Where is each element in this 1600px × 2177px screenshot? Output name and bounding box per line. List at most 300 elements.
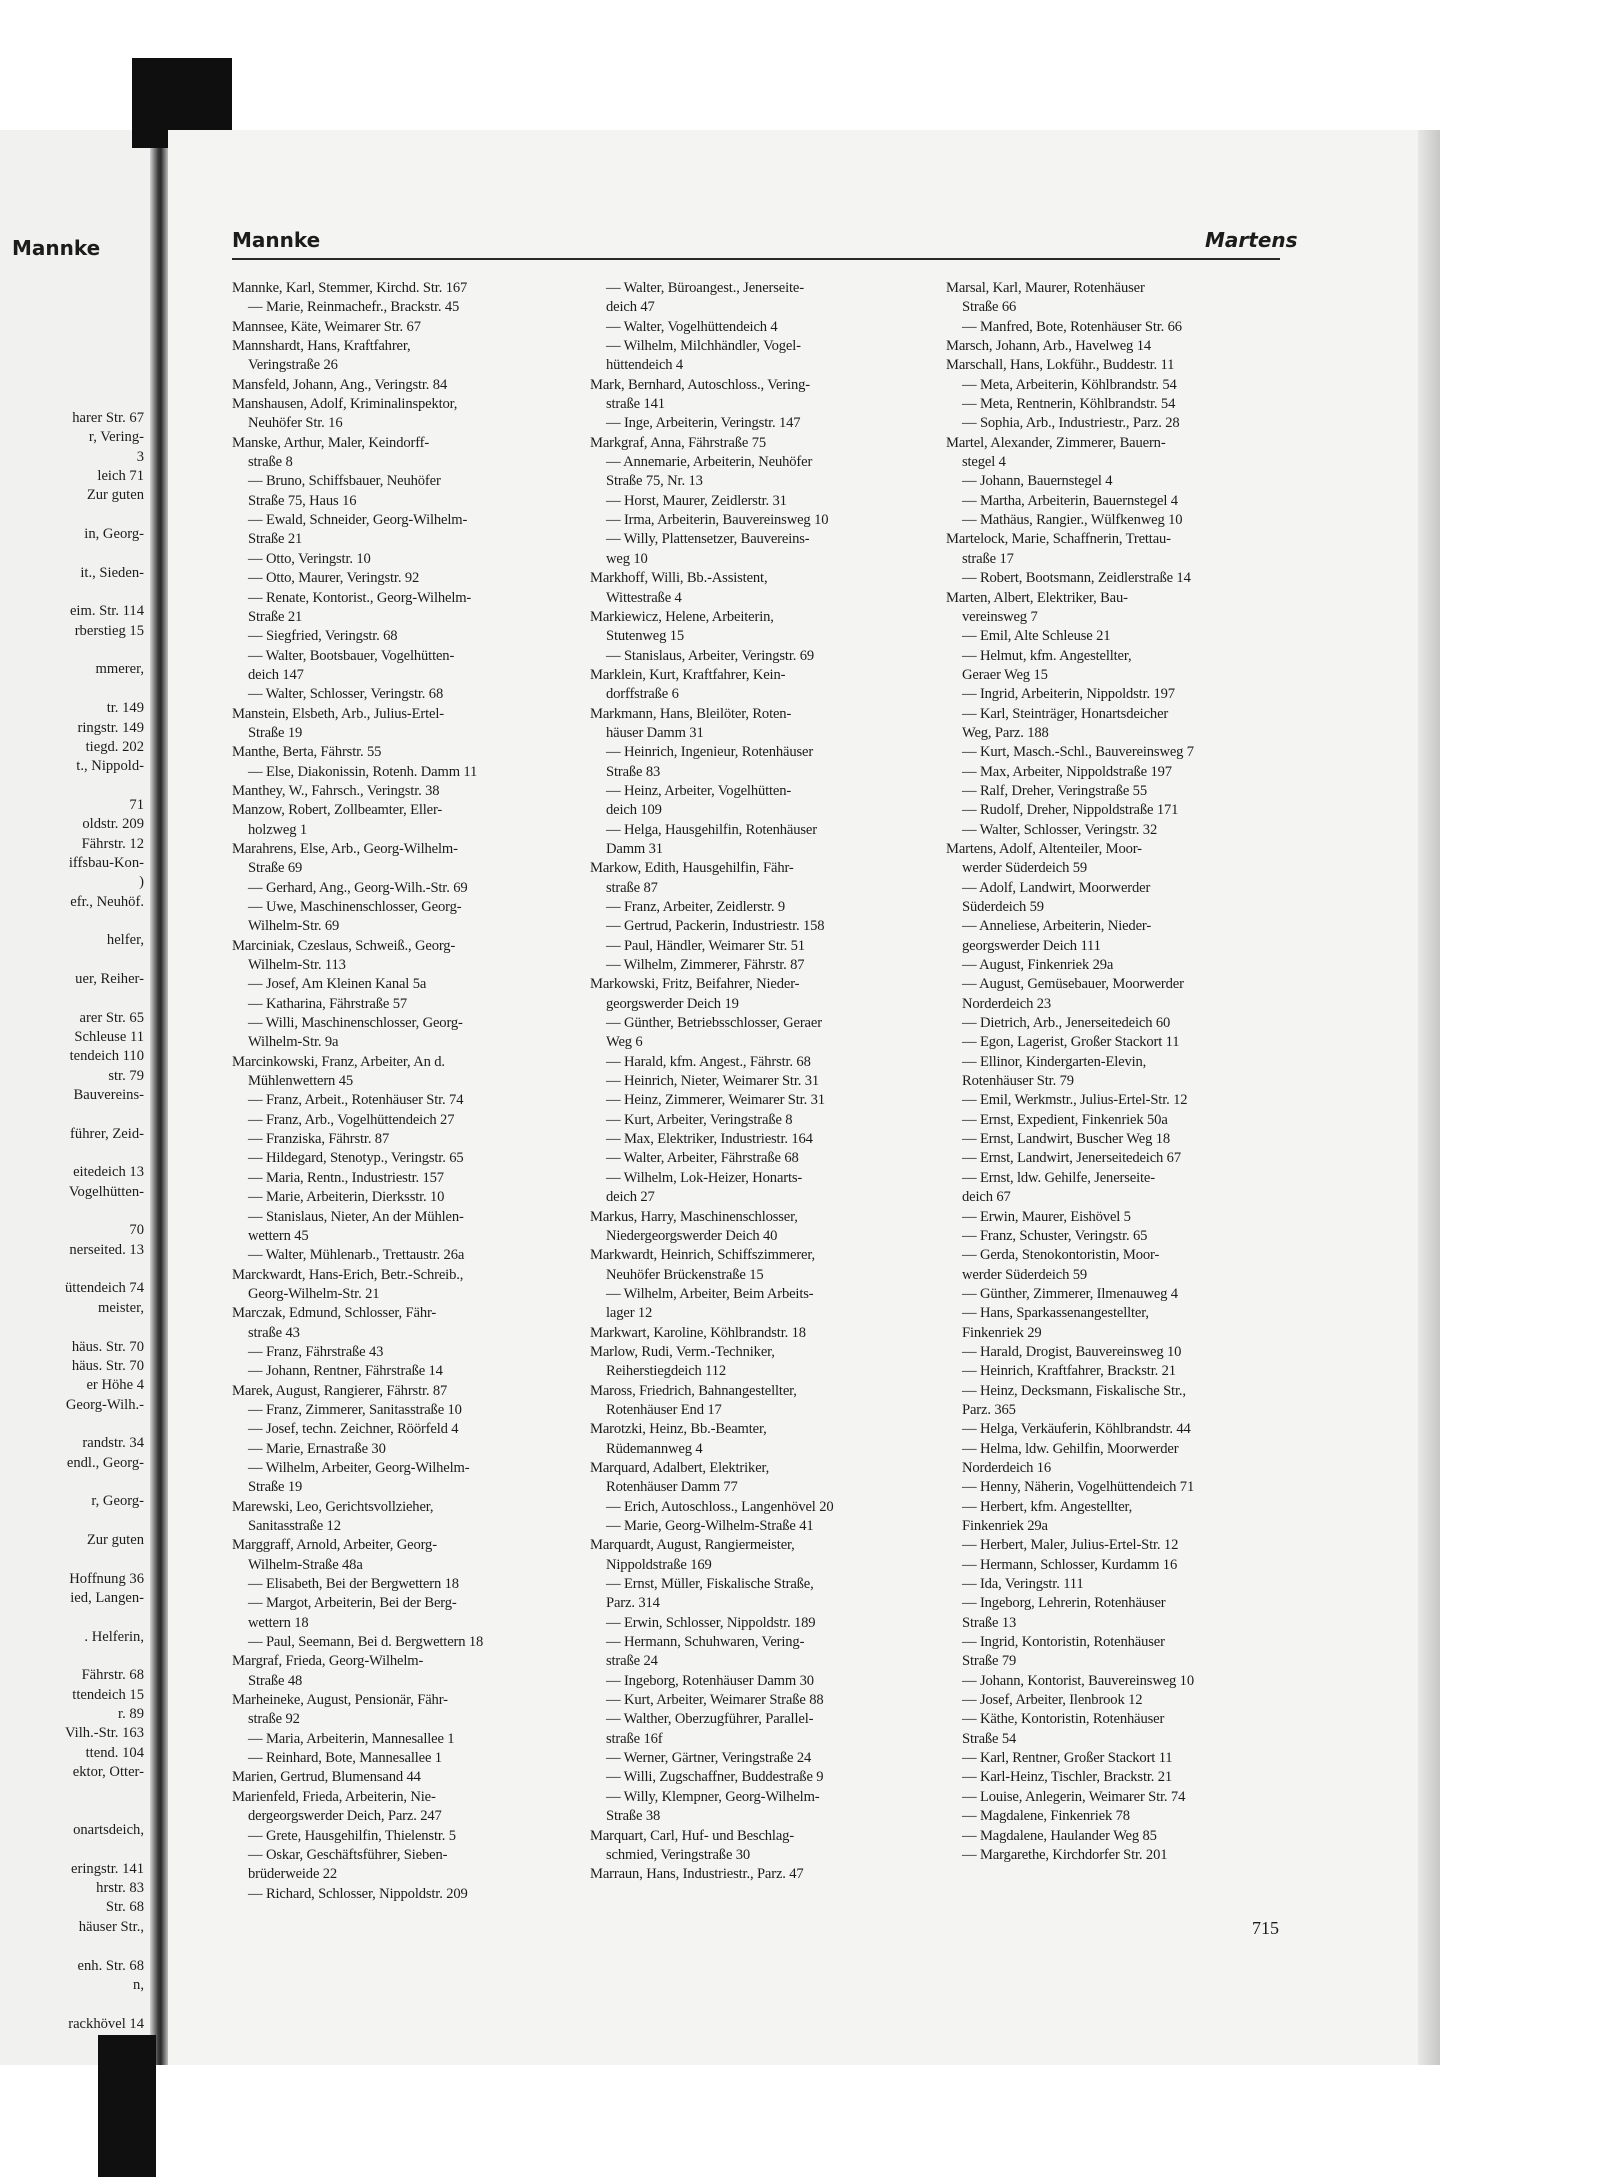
left-page-fragment: führer, Zeid-	[70, 1125, 144, 1142]
directory-entry-line: Straße 38	[606, 1808, 661, 1825]
directory-entry-line: — Manfred, Bote, Rotenhäuser Str. 66	[962, 318, 1182, 335]
directory-entry-line: Marklein, Kurt, Kraftfahrer, Kein-	[590, 666, 786, 683]
directory-entry-line: — Marie, Ernastraße 30	[248, 1440, 386, 1457]
directory-entry-line: — Josef, Am Kleinen Kanal 5a	[248, 976, 427, 993]
directory-entry-line: Straße 79	[962, 1653, 1017, 1670]
left-page-fragment	[0, 680, 148, 699]
left-page-fragment	[0, 506, 148, 525]
left-page-fragment: onartsdeich,	[73, 1822, 144, 1839]
directory-entry-line: — Walter, Schlosser, Veringstr. 32	[962, 821, 1158, 838]
directory-entry-line: brüderweide 22	[248, 1866, 338, 1883]
directory-entry-line: Sanitasstraße 12	[248, 1518, 341, 1534]
left-page-fragment: helfer,	[106, 932, 144, 949]
directory-entry-line: — Max, Elektriker, Industriestr. 164	[606, 1131, 813, 1148]
directory-entry-line: — Elisabeth, Bei der Bergwettern 18	[248, 1576, 459, 1593]
directory-entry-line: Wilhelm-Straße 48a	[248, 1556, 363, 1573]
directory-entry-line: — Maria, Arbeiterin, Mannesallee 1	[248, 1730, 455, 1747]
directory-entry-line: — Heinrich, Nieter, Weimarer Str. 31	[606, 1073, 820, 1090]
directory-entry-line: — Ewald, Schneider, Georg-Wilhelm-	[248, 512, 468, 529]
left-page-fragment: ttend. 104	[85, 1744, 144, 1761]
directory-entry-line: — Günther, Betriebsschlosser, Geraer	[606, 1015, 822, 1032]
left-page-fragment	[0, 1802, 148, 1821]
directory-entry-line: — Hans, Sparkassenangestellter,	[962, 1305, 1149, 1322]
left-page-fragment: hrstr. 83	[96, 1880, 144, 1897]
left-page-fragment: Zur guten	[86, 1531, 144, 1548]
left-page-guide-word: Mannke	[12, 236, 101, 260]
left-page-fragment: harer Str. 67	[72, 410, 144, 426]
left-page-fragment: meister,	[97, 1299, 144, 1316]
left-page-fragment: 71	[129, 796, 144, 813]
directory-entry-line: — Franz, Fährstraße 43	[248, 1343, 384, 1360]
directory-entry-line: — Anneliese, Arbeiterin, Nieder-	[962, 918, 1152, 935]
directory-entry-line: — Heinrich, Kraftfahrer, Brackstr. 21	[962, 1363, 1176, 1380]
directory-entry-line: — August, Gemüsebauer, Moorwerder	[962, 976, 1184, 993]
directory-entry-line: — Else, Diakonissin, Rotenh. Damm 11	[248, 763, 478, 780]
directory-entry-line: werder Süderdeich 59	[962, 860, 1088, 877]
left-page-fragment: eim. Str. 114	[69, 603, 144, 620]
directory-entry-line: — Karl, Steinträger, Honartsdeicher	[962, 705, 1169, 722]
directory-entry-line: — Ingrid, Arbeiterin, Nippoldstr. 197	[962, 686, 1175, 703]
directory-entry-line: straße 43	[248, 1324, 300, 1341]
directory-entry-line: — Rudolf, Dreher, Nippoldstraße 171	[962, 802, 1179, 819]
directory-entry-line: — Max, Arbeiter, Nippoldstraße 197	[962, 763, 1172, 780]
directory-entry-line: straße 87	[606, 879, 658, 896]
directory-entry-line: Straße 21	[248, 608, 303, 625]
directory-entry-line: Margraf, Frieda, Georg-Wilhelm-	[232, 1653, 424, 1670]
left-page-fragment	[0, 912, 148, 931]
directory-entry-line: — Walter, Schlosser, Veringstr. 68	[248, 686, 444, 703]
left-page-fragment: uer, Reiher-	[75, 970, 144, 987]
directory-entry-line: — Richard, Schlosser, Nippoldstr. 209	[248, 1885, 468, 1902]
directory-entry-line: — Margot, Arbeiterin, Bei der Berg-	[248, 1595, 457, 1612]
left-page-fragment: ttendeich 15	[72, 1686, 144, 1703]
directory-entry-line: — Franziska, Fährstr. 87	[248, 1131, 390, 1148]
left-page-fragment: str. 79	[108, 1067, 144, 1084]
left-page-fragment: ektor, Otter-	[72, 1764, 144, 1781]
directory-entry-line: — Gertrud, Packerin, Industriestr. 158	[606, 918, 825, 935]
directory-entry-line: schmied, Veringstraße 30	[606, 1846, 751, 1863]
directory-entry-line: — Dietrich, Arb., Jenerseitedeich 60	[962, 1015, 1171, 1032]
directory-entry-line: Geraer Weg 15	[962, 666, 1048, 683]
directory-entry-line: Straße 48	[248, 1672, 303, 1689]
left-page-fragment: ringstr. 149	[77, 719, 144, 736]
directory-entry-line: — Heinz, Decksmann, Fiskalische Str.,	[962, 1382, 1186, 1399]
directory-entry-line: deich 147	[248, 666, 304, 683]
directory-entry-line: Neuhöfer Str. 16	[248, 415, 343, 432]
directory-entry-line: straße 24	[606, 1653, 658, 1670]
left-page-fragment: Vilh.-Str. 163	[65, 1725, 144, 1742]
left-page-fragment	[0, 1260, 148, 1279]
directory-entry-line: straße 141	[606, 396, 665, 413]
left-page-fragment: rackhövel 14	[68, 2015, 144, 2032]
directory-entry-line: Marewski, Leo, Gerichtsvollzieher,	[232, 1498, 434, 1515]
directory-entry-line: deich 47	[606, 299, 655, 316]
directory-entry-line: — Kurt, Arbeiter, Veringstraße 8	[606, 1111, 793, 1128]
directory-entry-line: Marienfeld, Frieda, Arbeiterin, Nie-	[232, 1788, 436, 1805]
directory-entry-line: Marsch, Johann, Arb., Havelweg 14	[946, 338, 1151, 355]
directory-entry-line: — Walter, Arbeiter, Fährstraße 68	[606, 1150, 799, 1167]
directory-entry-line: — Hildegard, Stenotyp., Veringstr. 65	[248, 1150, 464, 1167]
directory-entry-line: Markmann, Hans, Bleilöter, Roten-	[590, 705, 792, 722]
directory-entry-line: stegel 4	[962, 454, 1006, 471]
left-page-fragment: Fährstr. 68	[81, 1667, 144, 1684]
directory-entry-line: Mansfeld, Johann, Ang., Veringstr. 84	[232, 376, 448, 393]
left-page-fragment: häus. Str. 70	[71, 1338, 144, 1355]
left-page-fragment: iffsbau-Kon-	[68, 854, 144, 871]
directory-entry-line: — Emil, Alte Schleuse 21	[962, 628, 1111, 645]
directory-entry-line: vereinsweg 7	[962, 608, 1038, 625]
directory-entry-line: Parz. 365	[962, 1401, 1016, 1418]
directory-entry-line: Rotenhäuser Damm 77	[606, 1479, 738, 1496]
directory-entry-line: Finkenriek 29	[962, 1324, 1042, 1341]
directory-entry-line: dergeorgswerder Deich, Parz. 247	[248, 1808, 442, 1825]
directory-entry-line: Marheineke, August, Pensionär, Fähr-	[232, 1692, 448, 1709]
book-spine	[150, 130, 168, 2065]
directory-entry-line: — Grete, Hausgehilfin, Thielenstr. 5	[248, 1827, 456, 1844]
left-page-fragment	[0, 989, 148, 1008]
left-page-fragment	[0, 1105, 148, 1124]
directory-entry-line: Marckwardt, Hans-Erich, Betr.-Schreib.,	[232, 1266, 464, 1283]
left-page-fragment	[0, 951, 148, 970]
directory-entry-line: Marotzki, Heinz, Bb.-Beamter,	[590, 1421, 767, 1438]
directory-entry-line: — Otto, Maurer, Veringstr. 92	[248, 570, 420, 587]
directory-entry-line: — Magdalene, Finkenriek 78	[962, 1808, 1130, 1825]
directory-entry-line: Marahrens, Else, Arb., Georg-Wilhelm-	[232, 840, 458, 857]
left-page-fragment	[0, 1202, 148, 1221]
directory-entry-line: Straße 21	[248, 531, 303, 548]
directory-entry-line: Marek, August, Rangierer, Fährstr. 87	[232, 1382, 448, 1399]
directory-entry-line: — Helga, Verkäuferin, Köhlbrandstr. 44	[962, 1421, 1191, 1438]
left-page-fragment	[0, 544, 148, 563]
directory-entry-line: — Stanislaus, Arbeiter, Veringstr. 69	[606, 647, 815, 664]
directory-entry-line: Marschall, Hans, Lokführ., Buddestr. 11	[946, 357, 1175, 374]
directory-entry-line: — Walter, Büroangest., Jenerseite-	[606, 280, 804, 296]
directory-entry-line: — Helga, Hausgehilfin, Rotenhäuser	[606, 821, 817, 838]
left-page-fragment: enh. Str. 68	[77, 1957, 144, 1974]
directory-entry-line: — Sophia, Arb., Industriestr., Parz. 28	[962, 415, 1180, 432]
directory-entry-line: Wilhelm-Str. 69	[248, 918, 340, 935]
directory-entry-line: lager 12	[606, 1305, 653, 1322]
directory-entry-line: — Willi, Zugschaffner, Buddestraße 9	[606, 1769, 824, 1786]
left-page-fragment: häuser Str.,	[78, 1918, 144, 1935]
directory-entry-line: Straße 54	[962, 1730, 1017, 1747]
directory-entry-line: Markhoff, Willi, Bb.-Assistent,	[590, 570, 768, 587]
directory-column-1	[232, 279, 572, 1904]
directory-entry-line: — Ernst, Landwirt, Jenerseitedeich 67	[962, 1150, 1181, 1167]
left-page-fragment: 70	[129, 1222, 144, 1239]
directory-entry-line: — Adolf, Landwirt, Moorwerder	[962, 879, 1151, 896]
directory-entry-line: Marquardt, August, Rangiermeister,	[590, 1537, 795, 1554]
directory-entry-line: — Erich, Autoschloss., Langenhövel 20	[606, 1498, 834, 1515]
directory-entry-line: — Ingeborg, Rotenhäuser Damm 30	[606, 1672, 814, 1689]
directory-entry-line: — Heinz, Zimmerer, Weimarer Str. 31	[606, 1092, 825, 1109]
left-page-fragment	[0, 1318, 148, 1337]
directory-entry-line: — Ida, Veringstr. 111	[962, 1576, 1084, 1593]
directory-entry-line: — Maria, Rentn., Industriestr. 157	[248, 1169, 444, 1186]
directory-entry-line: — Louise, Anlegerin, Weimarer Str. 74	[962, 1788, 1186, 1805]
directory-entry-line: — Mathäus, Rangier., Wülfkenweg 10	[962, 512, 1183, 529]
directory-entry-line: — Josef, techn. Zeichner, Röörfeld 4	[248, 1421, 459, 1438]
directory-entry-line: — Gerhard, Ang., Georg-Wilh.-Str. 69	[248, 879, 468, 896]
directory-entry-line: — Käthe, Kontoristin, Rotenhäuser	[962, 1711, 1165, 1728]
left-page-fragment	[0, 1473, 148, 1492]
directory-column-2	[590, 279, 930, 1885]
left-page-fragment: nerseited. 13	[69, 1241, 144, 1258]
directory-entry-line: Stutenweg 15	[606, 628, 685, 645]
directory-entry-line: — Herbert, kfm. Angestellter,	[962, 1498, 1133, 1515]
directory-entry-line: deich 67	[962, 1189, 1011, 1206]
directory-entry-line: — Uwe, Maschinenschlosser, Georg-	[248, 899, 462, 915]
directory-entry-line: Finkenriek 29a	[962, 1518, 1048, 1534]
directory-entry-line: Straße 83	[606, 763, 661, 780]
directory-entry-line: — Meta, Arbeiterin, Köhlbrandstr. 54	[962, 376, 1177, 393]
directory-entry-line: Mark, Bernhard, Autoschloss., Vering-	[590, 376, 810, 393]
directory-entry-line: — Ingeborg, Lehrerin, Rotenhäuser	[962, 1595, 1166, 1612]
header-rule	[232, 258, 1280, 260]
spine-bottom-shadow	[98, 2035, 156, 2177]
directory-entry-line: Marciniak, Czeslaus, Schweiß., Georg-	[232, 937, 456, 954]
directory-entry-line: Straße 13	[962, 1614, 1017, 1631]
left-page-column	[0, 409, 148, 2034]
directory-entry-line: Mühlenwettern 45	[248, 1073, 354, 1090]
directory-entry-line: Straße 69	[248, 860, 303, 877]
directory-entry-line: Straße 66	[962, 299, 1017, 316]
directory-entry-line: Niedergeorgswerder Deich 40	[606, 1227, 778, 1244]
left-page-fragment: 3	[136, 448, 144, 465]
directory-entry-line: — Walter, Bootsbauer, Vogelhütten-	[248, 647, 455, 664]
directory-entry-line: — Ernst, ldw. Gehilfe, Jenerseite-	[962, 1169, 1155, 1186]
directory-entry-line: Süderdeich 59	[962, 899, 1044, 915]
directory-entry-line: — Heinrich, Ingenieur, Rotenhäuser	[606, 744, 814, 761]
directory-entry-line: werder Süderdeich 59	[962, 1266, 1088, 1283]
directory-entry-line: — Johann, Kontorist, Bauvereinsweg 10	[962, 1672, 1194, 1689]
directory-entry-line: — Katharina, Fährstraße 57	[248, 995, 408, 1012]
left-page-fragment: r, Vering-	[88, 429, 144, 446]
left-page-fragment: endl., Georg-	[66, 1454, 144, 1471]
left-page-fragment: er Höhe 4	[86, 1377, 144, 1394]
directory-entry-line: — Reinhard, Bote, Mannesallee 1	[248, 1750, 442, 1767]
directory-entry-line: Markowski, Fritz, Beifahrer, Nieder-	[590, 976, 800, 993]
directory-entry-line: — Marie, Georg-Wilhelm-Straße 41	[606, 1518, 814, 1534]
directory-entry-line: — Werner, Gärtner, Veringstraße 24	[606, 1750, 812, 1767]
directory-column-3	[946, 279, 1286, 1865]
directory-entry-line: deich 27	[606, 1189, 655, 1206]
left-page-fragment: arer Str. 65	[79, 1009, 144, 1026]
directory-entry-line: — Karl, Rentner, Großer Stackort 11	[962, 1750, 1173, 1767]
directory-entry-line: — Ernst, Müller, Fiskalische Straße,	[606, 1576, 814, 1593]
left-page-fragment: Georg-Wilh.-	[65, 1396, 144, 1413]
directory-entry-line: Wilhelm-Str. 113	[248, 957, 346, 974]
directory-entry-line: — Egon, Lagerist, Großer Stackort 11	[962, 1034, 1180, 1051]
directory-entry-line: — Franz, Arbeiter, Zeidlerstr. 9	[606, 899, 786, 915]
left-page-fragment: oldstr. 209	[82, 816, 144, 833]
directory-entry-line: Martens, Adolf, Altenteiler, Moor-	[946, 840, 1142, 857]
directory-entry-line: Norderdeich 16	[962, 1459, 1052, 1476]
left-page-fragment: leich 71	[97, 468, 144, 485]
directory-entry-line: — Horst, Maurer, Zeidlerstr. 31	[606, 492, 787, 509]
directory-entry-line: — Otto, Veringstr. 10	[248, 550, 371, 567]
directory-entry-line: — Marie, Arbeiterin, Dierksstr. 10	[248, 1189, 445, 1206]
directory-entry-line: hüttendeich 4	[606, 357, 684, 374]
left-page-fragment	[0, 583, 148, 602]
directory-entry-line: Nippoldstraße 169	[606, 1556, 712, 1573]
left-page-fragment: . Helferin,	[84, 1628, 144, 1645]
directory-entry-line: — Wilhelm, Zimmerer, Fährstr. 87	[606, 957, 805, 974]
directory-entry-line: Rotenhäuser Str. 79	[962, 1073, 1074, 1090]
directory-entry-line: — Franz, Arb., Vogelhüttendeich 27	[248, 1111, 455, 1128]
directory-entry-line: — Walther, Oberzugführer, Parallel-	[606, 1711, 814, 1728]
directory-entry-line: — Inge, Arbeiterin, Veringstr. 147	[606, 415, 801, 432]
directory-entry-line: — Helmut, kfm. Angestellter,	[962, 647, 1132, 664]
directory-entry-line: — Heinz, Arbeiter, Vogelhütten-	[606, 782, 792, 799]
directory-entry-line: — Walter, Vogelhüttendeich 4	[606, 318, 778, 335]
left-page-fragment	[0, 641, 148, 660]
directory-entry-line: — Henny, Näherin, Vogelhüttendeich 71	[962, 1479, 1195, 1496]
directory-entry-line: Weg, Parz. 188	[962, 724, 1049, 741]
left-page-fragment: it., Sieden-	[80, 564, 144, 581]
directory-entry-line: Veringstraße 26	[248, 357, 338, 374]
guide-word-left: Mannke	[232, 228, 321, 252]
left-page-fragment: Vogelhütten-	[68, 1183, 144, 1200]
directory-entry-line: Marien, Gertrud, Blumensand 44	[232, 1769, 421, 1786]
directory-entry-line: weg 10	[606, 550, 648, 567]
left-page-fragment	[0, 1144, 148, 1163]
directory-entry-line: Manthe, Berta, Fährstr. 55	[232, 744, 382, 761]
left-page-fragment: Schleuse 11	[74, 1029, 144, 1045]
directory-entry-line: — Ralf, Dreher, Veringstraße 55	[962, 782, 1147, 799]
directory-entry-line: straße 16f	[606, 1730, 663, 1747]
left-page-fragment: randstr. 34	[82, 1435, 144, 1452]
directory-entry-line: — Erwin, Maurer, Eishövel 5	[962, 1208, 1131, 1225]
left-page-fragment	[0, 1415, 148, 1434]
directory-entry-line: — Josef, Arbeiter, Ilenbrook 12	[962, 1692, 1143, 1709]
directory-entry-line: — Ernst, Expedient, Finkenriek 50a	[962, 1111, 1168, 1128]
directory-entry-line: Manshausen, Adolf, Kriminalinspektor,	[232, 396, 458, 413]
directory-entry-line: Markwardt, Heinrich, Schiffszimmerer,	[590, 1247, 815, 1264]
left-page-fragment: efr., Neuhöf.	[70, 893, 144, 910]
directory-entry-line: Manthey, W., Fahrsch., Veringstr. 38	[232, 782, 440, 799]
left-page-fragment: eringstr. 141	[71, 1860, 144, 1877]
directory-entry-line: georgswerder Deich 111	[962, 937, 1101, 954]
directory-entry-line: Markwart, Karoline, Köhlbrandstr. 18	[590, 1324, 806, 1341]
directory-entry-line: Mannshardt, Hans, Kraftfahrer,	[232, 338, 411, 355]
directory-entry-line: — Oskar, Geschäftsführer, Sieben-	[248, 1846, 448, 1863]
directory-entry-line: straße 8	[248, 454, 293, 471]
directory-entry-line: Martelock, Marie, Schaffnerin, Trettau-	[946, 531, 1171, 548]
directory-entry-line: — Annemarie, Arbeiterin, Neuhöfer	[606, 454, 813, 471]
directory-entry-line: Weg 6	[606, 1034, 643, 1051]
directory-entry-line: — Hermann, Schuhwaren, Vering-	[606, 1634, 805, 1651]
directory-entry-line: — Ellinor, Kindergarten-Elevin,	[962, 1053, 1147, 1070]
left-page-fragment	[0, 1608, 148, 1627]
directory-entry-line: — Robert, Bootsmann, Zeidlerstraße 14	[962, 570, 1191, 587]
directory-entry-line: wettern 45	[248, 1227, 309, 1244]
directory-entry-line: — Wilhelm, Milchhändler, Vogel-	[606, 338, 801, 355]
left-page-fragment: häus. Str. 70	[71, 1357, 144, 1374]
directory-entry-line: Rüdemannweg 4	[606, 1440, 703, 1457]
directory-entry-line: — Erwin, Schlosser, Nippoldstr. 189	[606, 1614, 816, 1631]
directory-entry-line: — Karl-Heinz, Tischler, Brackstr. 21	[962, 1769, 1173, 1786]
directory-entry-line: — Willy, Plattensetzer, Bauvereins-	[606, 531, 810, 548]
directory-entry-line: — Harald, kfm. Angest., Fährstr. 68	[606, 1053, 811, 1070]
directory-entry-line: Damm 31	[606, 840, 663, 857]
left-page-fragment: Str. 68	[105, 1899, 144, 1916]
left-page-fragment	[0, 1782, 148, 1801]
left-page-fragment: ied, Langen-	[70, 1589, 144, 1606]
directory-entry-line: — Stanislaus, Nieter, An der Mühlen-	[248, 1208, 464, 1225]
left-page-fragment	[0, 1550, 148, 1569]
directory-entry-line: Parz. 314	[606, 1595, 660, 1612]
left-page-fragment: tr. 149	[106, 700, 144, 717]
directory-entry-line: — Paul, Seemann, Bei d. Bergwettern 18	[248, 1634, 484, 1651]
directory-entry-line: — Gerda, Stenokontoristin, Moor-	[962, 1247, 1160, 1264]
page-number: 715	[1252, 1918, 1279, 1938]
left-page-fragment	[0, 1995, 148, 2014]
directory-entry-line: — Franz, Schuster, Veringstr. 65	[962, 1227, 1148, 1244]
directory-entry-line: Reiherstiegdeich 112	[606, 1363, 727, 1380]
directory-entry-line: Straße 75, Nr. 13	[606, 473, 703, 490]
directory-entry-line: Georg-Wilhelm-Str. 21	[248, 1285, 380, 1302]
directory-entry-line: — Kurt, Arbeiter, Weimarer Straße 88	[606, 1692, 824, 1709]
directory-entry-line: — August, Finkenriek 29a	[962, 957, 1114, 974]
directory-entry-line: Manzow, Robert, Zollbeamter, Eller-	[232, 802, 443, 819]
directory-entry-line: Markgraf, Anna, Fährstraße 75	[590, 434, 766, 451]
left-page-fragment: Bauvereins-	[73, 1087, 144, 1104]
directory-entry-line: — Franz, Arbeit., Rotenhäuser Str. 74	[248, 1092, 464, 1109]
guide-word-right: Martens	[1205, 228, 1298, 252]
directory-entry-line: Marraun, Hans, Industriestr., Parz. 47	[590, 1866, 804, 1883]
directory-entry-line: Marquart, Carl, Huf- und Beschlag-	[590, 1827, 795, 1844]
directory-entry-line: straße 17	[962, 550, 1014, 567]
directory-entry-line: — Marie, Reinmachefr., Brackstr. 45	[248, 299, 460, 316]
directory-entry-line: — Renate, Kontorist., Georg-Wilhelm-	[248, 589, 472, 606]
directory-entry-line: — Franz, Zimmerer, Sanitasstraße 10	[248, 1401, 462, 1418]
directory-entry-line: — Walter, Mühlenarb., Trettaustr. 26a	[248, 1247, 465, 1264]
directory-entry-line: Manske, Arthur, Maler, Keindorff-	[232, 434, 430, 451]
directory-entry-line: Marsal, Karl, Maurer, Rotenhäuser	[946, 280, 1145, 296]
directory-entry-line: Marczak, Edmund, Schlosser, Fähr-	[232, 1305, 437, 1322]
directory-entry-line: — Ernst, Landwirt, Buscher Weg 18	[962, 1131, 1171, 1148]
directory-entry-line: Rotenhäuser End 17	[606, 1401, 722, 1418]
left-page-fragment	[0, 1512, 148, 1531]
directory-entry-line: — Wilhelm, Lok-Heizer, Honarts-	[606, 1169, 803, 1186]
directory-entry-line: — Meta, Rentnerin, Köhlbrandstr. 54	[962, 396, 1176, 413]
page-edge-stack	[1418, 130, 1440, 2065]
directory-entry-line: Mannke, Karl, Stemmer, Kirchd. Str. 167	[232, 280, 468, 296]
left-page-fragment: n,	[133, 1976, 144, 1993]
left-page-fragment: eitedeich 13	[73, 1164, 144, 1181]
directory-entry-line: — Herbert, Maler, Julius-Ertel-Str. 12	[962, 1537, 1179, 1554]
directory-entry-line: Marggraff, Arnold, Arbeiter, Georg-	[232, 1537, 437, 1554]
left-page-fragment	[0, 1937, 148, 1956]
directory-entry-line: Wittestraße 4	[606, 589, 682, 606]
directory-entry-line: Straße 19	[248, 724, 303, 741]
directory-entry-line: — Paul, Händler, Weimarer Str. 51	[606, 937, 805, 954]
left-page-fragment	[0, 777, 148, 796]
directory-entry-line: Marquard, Adalbert, Elektriker,	[590, 1459, 770, 1476]
directory-entry-line: Marcinkowski, Franz, Arbeiter, An d.	[232, 1053, 445, 1070]
directory-entry-line: Straße 19	[248, 1479, 303, 1496]
directory-entry-line: Neuhöfer Brückenstraße 15	[606, 1266, 764, 1283]
left-page-fragment	[0, 1840, 148, 1859]
left-page-fragment: )	[139, 874, 144, 891]
directory-entry-line: — Margarethe, Kirchdorfer Str. 201	[962, 1846, 1168, 1863]
directory-entry-line: holzweg 1	[248, 821, 308, 838]
directory-entry-line: häuser Damm 31	[606, 724, 704, 741]
directory-entry-line: — Irma, Arbeiterin, Bauvereinsweg 10	[606, 512, 829, 529]
directory-entry-line: deich 109	[606, 802, 662, 819]
directory-entry-line: Markiewicz, Helene, Arbeiterin,	[590, 608, 774, 625]
